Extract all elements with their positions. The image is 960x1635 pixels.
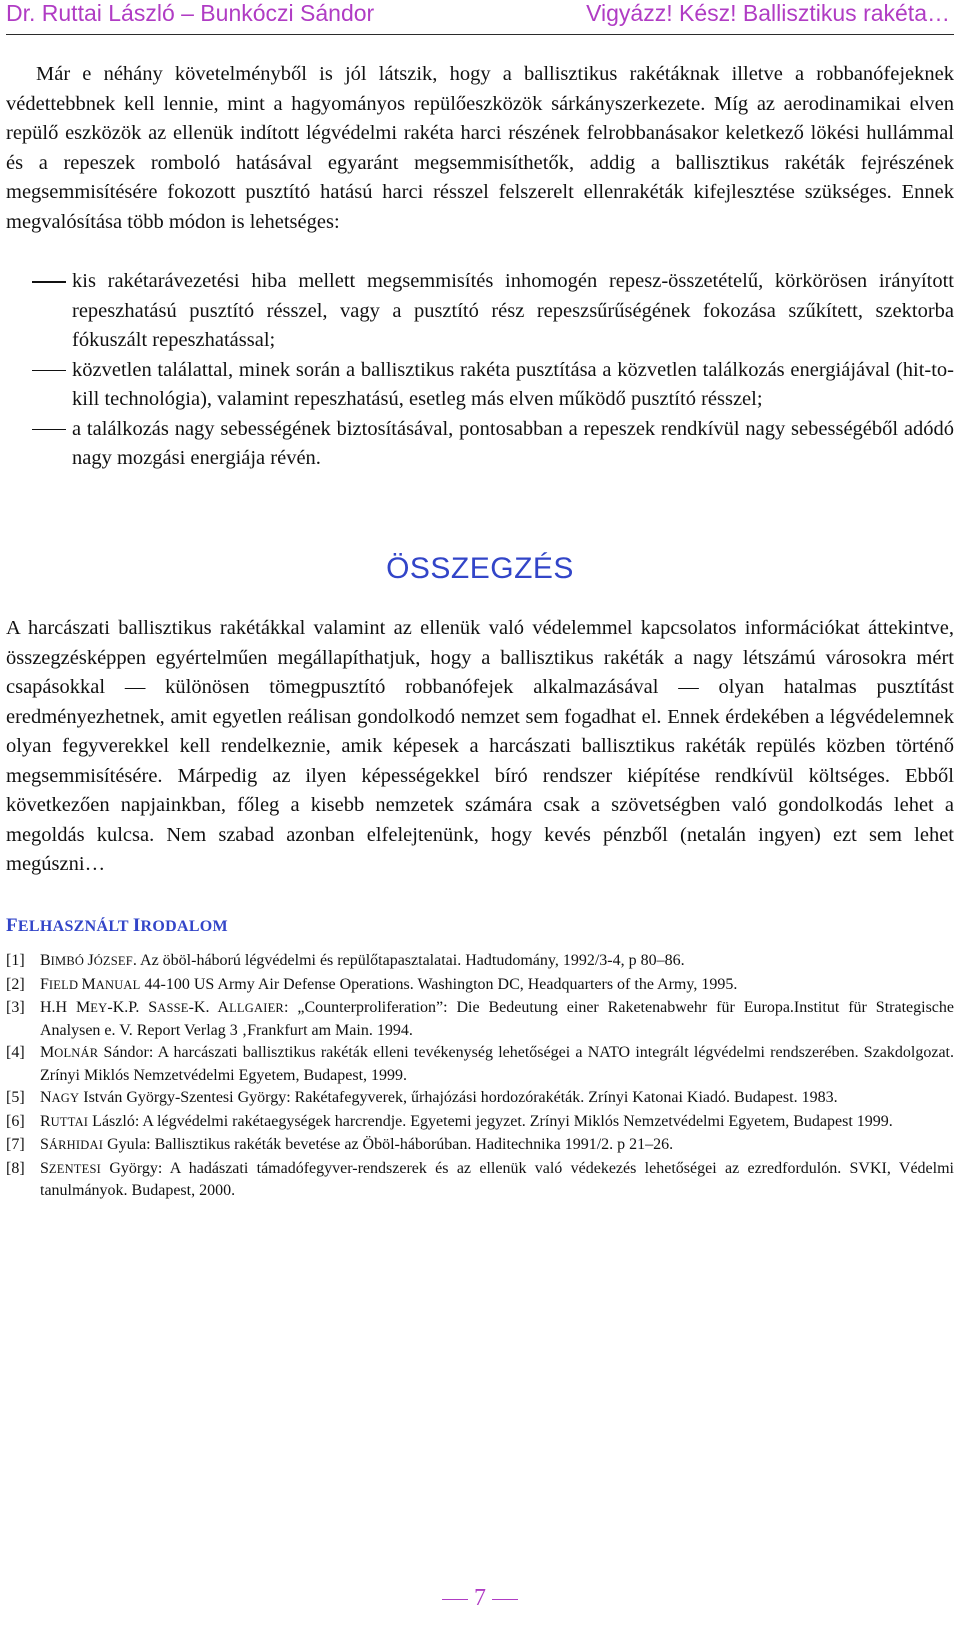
reference-item: [7] SÁRHIDAI Gyula: Ballisztikus rakéták bevetése az Öböl-háborúban. Haditechnika 1991/2. p 21–26. xyxy=(6,1134,954,1157)
header-author: Dr. Ruttai László – Bunkóczi Sándor xyxy=(6,0,375,26)
intro-paragraph: Már e néhány követelményből is jól látszik, hogy a ballisztikus rakétáknak illetve a robbanófejeknek védettebbnek kell lennie, mint a hagyományos repülőeszközök sárkányszerkezete. Míg az aerodinamikai elven repülő eszközök az ellenük indított légvédelmi rakéta harci részének felrobbanásakor keletkező lökési hullámmal és a repeszek romboló hatásával egyaránt megsemmisíthetők, addig a ballisztikus rakéták fejrészének megsemmisítésére fokozott pusztító hatású harci résszel felszerelt ellenrakéták kifejlesztése szükséges. Ennek megvalósítása több módon is lehetséges: xyxy=(6,63,954,233)
reference-number: [8] xyxy=(6,1159,25,1177)
summary-paragraph: A harcászati ballisztikus rakétákkal valamint az ellenük való védelemmel kapcsolatos információkat áttekintve, összegzésképpen egyértelműen megállapíthatjuk, hogy a ballisztikus rakéták a nagy létszámú városokra mért csapásokkal — különösen tömegpusztító robbanófejek alkalmazásával — olyan hatalmas pusztítást eredményezhetnek, amit egyetlen reálisan gondolkodó nemzet sem fogadhat el. Ennek érdekében a légvédelemnek olyan fegyverekkel kell rendelkeznie, amik képesek a harcászati ballisztikus rakéták repülés közben történő megsemmisítésére. Márpedig az ilyen képességekkel bíró rendszer kiépítése rendkívül költséges. Ebből következően napjainkban, főleg a kisebb nemzetek számára csak a szövetségben való gondolkodás lehet a megoldás kulcsa. Nem szabad azonban elfelejtenünk, hogy kevés pénzből (netalán ingyen) ezt sem lehet megúszni… xyxy=(6,617,954,875)
reference-number: [4] xyxy=(6,1044,25,1061)
reference-number: [1] xyxy=(6,952,25,969)
list-item xyxy=(6,356,954,415)
reference-item: [1] BIMBÓ JÓZSEF. Az öböl-háború légvédelmi és repülőtapasztalatai. Hadtudomány, 1992/3-4, p 80–86. xyxy=(6,950,954,973)
list-item-text: közvetlen találattal, minek során a ballisztikus rakéta pusztítása a közvetlen találkozás energiájával (hit-to-kill technológia), valamint repeszhatású, esetleg más elven működő pusztító résszel; xyxy=(72,358,954,410)
list-item xyxy=(6,415,954,474)
dash-bullet xyxy=(32,281,66,283)
references-heading: FELHASZNÁLT IRODALOM xyxy=(6,915,228,936)
reference-item: [8] SZENTESI György: A hadászati támadófegyver-rendszerek és az ellenük való védekezés lehetőségei az ezredfordulón. SVKI, Védelmi tanulmányok. Budapest, 2000. xyxy=(6,1159,954,1199)
reference-number: [6] xyxy=(6,1112,25,1130)
reference-item: [4] MOLNÁR Sándor: A harcászati ballisztikus rakéták elleni tevékenység lehetőségei a NATO integrált légvédelmi rendszerében. Szakdolgozat. Zrínyi Miklós Nemzetvédelmi Egyetem, Budapest, 1999. xyxy=(6,1044,954,1084)
header-title: Vigyázz! Kész! Ballisztikus rakéta… xyxy=(586,0,950,26)
dash-bullet xyxy=(32,370,66,372)
reference-item: [2] FIELD MANUAL 44-100 US Army Air Defense Operations. Washington DC, Headquarters of the Army, 1995. xyxy=(6,974,954,997)
page-number: 7 xyxy=(0,1585,960,1612)
dash-bullet xyxy=(32,429,66,431)
running-header xyxy=(6,0,954,35)
reference-number: [5] xyxy=(6,1089,25,1106)
reference-item: [5] NAGY István György-Szentesi György: Rakétafegyverek, űrhajózási hordozórakéták. Zrínyi Katonai Kiadó. Budapest. 1983. xyxy=(6,1087,954,1110)
list-item-text: kis rakétarávezetési hiba mellett megsemmisítés inhomogén repesz-összetételű, körkörösen irányított repeszhatású pusztító résszel, vagy a pusztító rész repeszsűrűségének fokozása szűkített, szektorba fókuszált repeszhatással; xyxy=(72,270,954,351)
reference-item: [3] H.H MEY-K.P. SASSE-K. ALLGAIER: „Counterproliferation”: Die Bedeutung einer Raketenabwehr für Europa.Institut für Strategische Analysen e. V. Report Verlag 3 ‚Frankfurt am Main. 1994. xyxy=(6,999,955,1039)
list-item xyxy=(6,267,954,356)
reference-number: [7] xyxy=(6,1136,25,1153)
bullet-list xyxy=(6,267,954,474)
reference-item: [6] RUTTAI László: A légvédelmi rakétaegységek harcrendje. Egyetemi jegyzet. Zrínyi Miklós Nemzetvédelmi Egyetem, Budapest 1999. xyxy=(6,1111,954,1134)
page-number-rule-left xyxy=(442,1599,468,1601)
list-item-text: a találkozás nagy sebességének biztosításával, pontosabban a repeszek rendkívül nagy sebességéből adódó nagy mozgási energiája révén. xyxy=(72,417,954,469)
reference-number: [2] xyxy=(6,975,25,993)
reference-number: [3] xyxy=(6,999,25,1016)
section-heading-summary: ÖSSZEGZÉS xyxy=(386,552,574,585)
reference-list xyxy=(6,950,954,1203)
page-number-rule-right xyxy=(492,1599,518,1601)
